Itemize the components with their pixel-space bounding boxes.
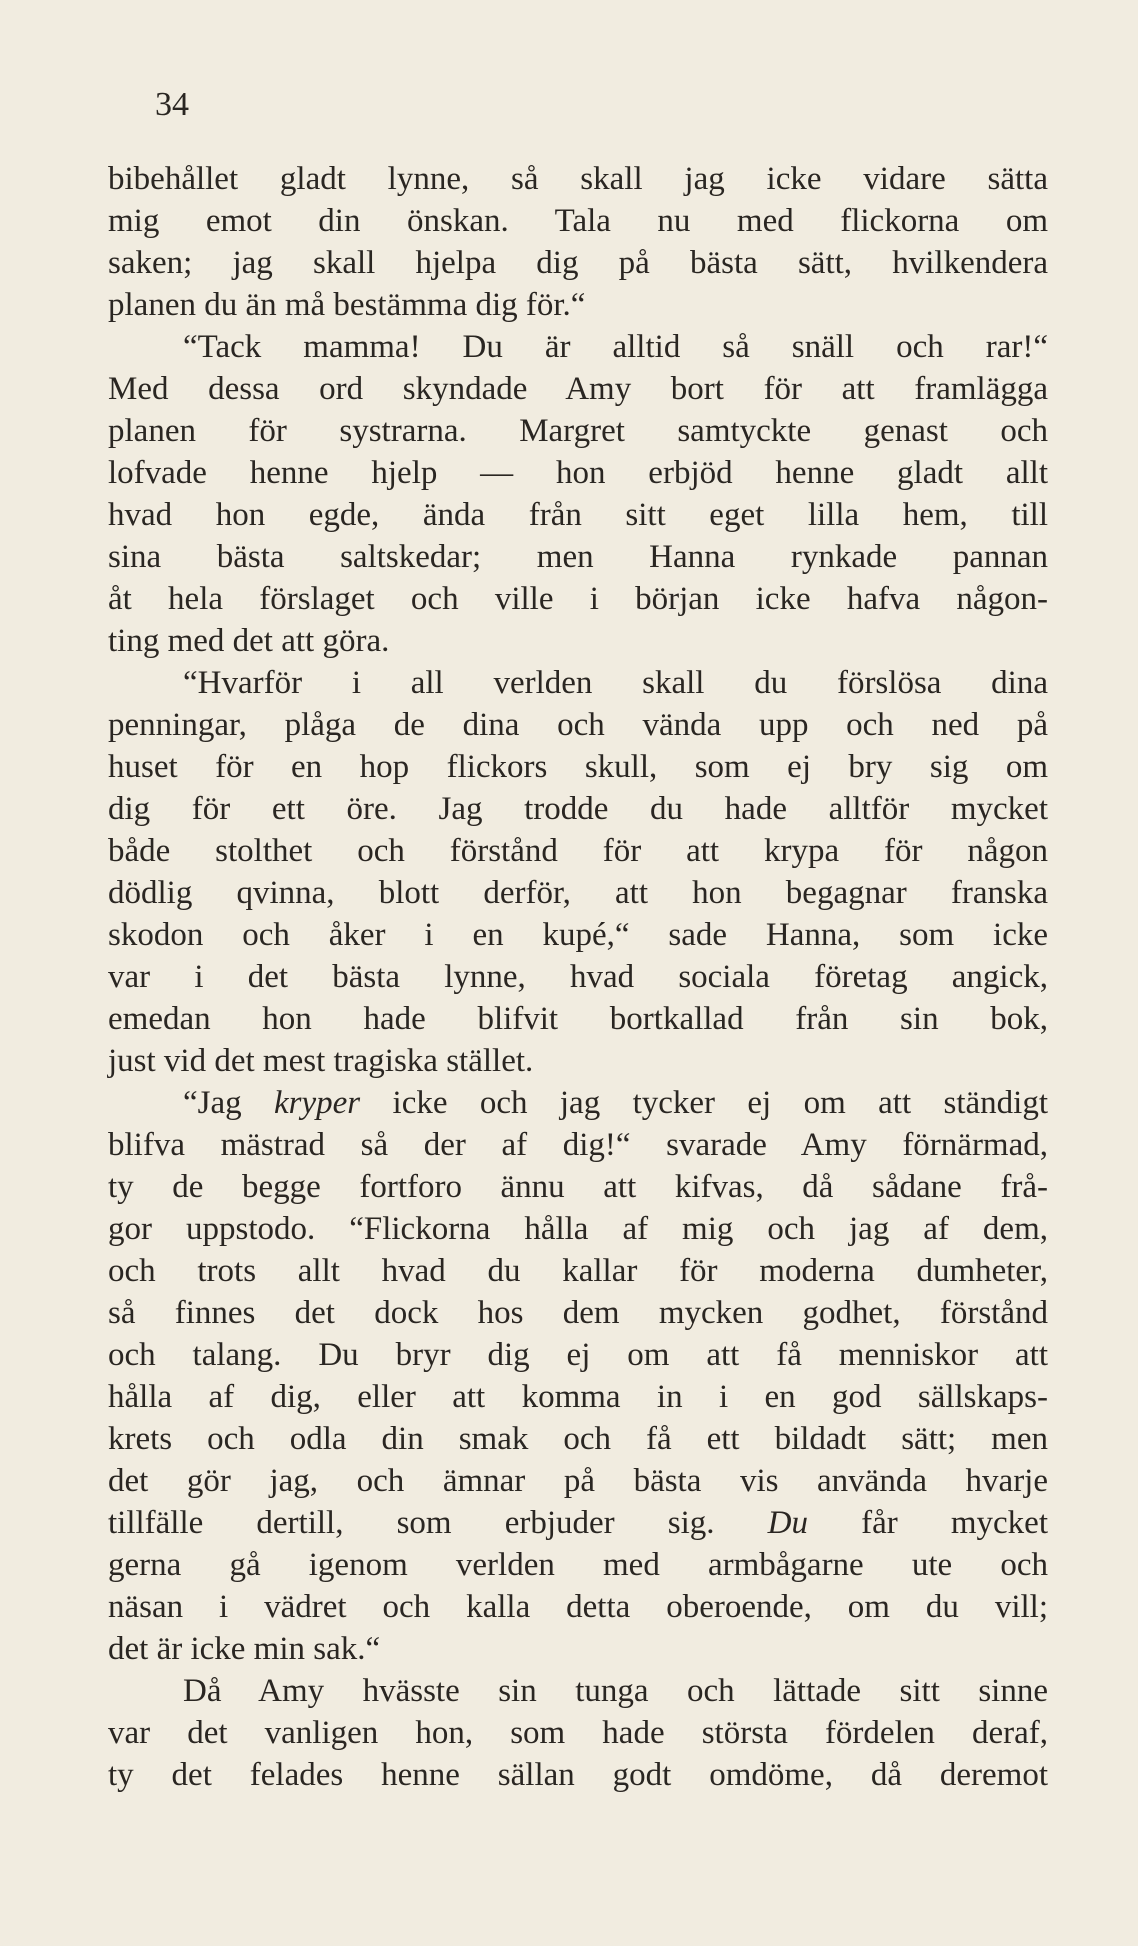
text-line: skodon och åker i en kupé,“ sade Hanna, som icke: [108, 917, 1048, 953]
text-line: det gör jag, och ämnar på bästa vis använda hvarje: [108, 1463, 1048, 1499]
text-line: Med dessa ord skyndade Amy bort för att framlägga: [108, 371, 1048, 407]
text-line: var i det bästa lynne, hvad sociala företag angick,: [108, 959, 1048, 995]
text-line: “Hvarför i all verlden skall du förslösa dina: [183, 665, 1048, 701]
text-line: mig emot din önskan. Tala nu med flickorna om: [108, 203, 1048, 239]
text-line: bibehållet gladt lynne, så skall jag icke vidare sätta: [108, 161, 1048, 197]
text-line: saken; jag skall hjelpa dig på bästa sätt, hvilkendera: [108, 245, 1048, 281]
text-line: emedan hon hade blifvit bortkallad från sin bok,: [108, 1001, 1048, 1037]
text-line: planen för systrarna. Margret samtyckte genast och: [108, 413, 1048, 449]
text-line: ting med det att göra.: [108, 623, 390, 659]
text-line: Då Amy hvässte sin tunga och lättade sitt sinne: [183, 1673, 1048, 1709]
text-line: lofvade henne hjelp — hon erbjöd henne gladt allt: [108, 455, 1048, 491]
text-line: var det vanligen hon, som hade största fördelen deraf,: [108, 1715, 1048, 1751]
text-line: näsan i vädret och kalla detta oberoende, om du vill;: [108, 1589, 1048, 1625]
text-line: huset för en hop flickors skull, som ej bry sig om: [108, 749, 1048, 785]
text-line: “Tack mamma! Du är alltid så snäll och rar!“: [183, 329, 1048, 365]
page-number: 34: [155, 86, 189, 123]
text-line: sina bästa saltskedar; men Hanna rynkade pannan: [108, 539, 1048, 575]
text-line: just vid det mest tragiska stället.: [108, 1043, 534, 1079]
text-line: tillfälle dertill, som erbjuder sig. Du får mycket: [108, 1505, 1048, 1541]
text-line: krets och odla din smak och få ett bildadt sätt; men: [108, 1421, 1048, 1457]
text-line: åt hela förslaget och ville i början icke hafva någon-: [108, 581, 1048, 617]
text-line: och trots allt hvad du kallar för moderna dumheter,: [108, 1253, 1048, 1289]
text-line: både stolthet och förstånd för att krypa för någon: [108, 833, 1048, 869]
body-text: [108, 158, 1048, 1796]
text-line: så finnes det dock hos dem mycken godhet, förstånd: [108, 1295, 1048, 1331]
text-line: dödlig qvinna, blott derför, att hon begagnar franska: [108, 875, 1048, 911]
text-line: “Jag kryper icke och jag tycker ej om att ständigt: [183, 1085, 1048, 1121]
text-line: penningar, plåga de dina och vända upp och ned på: [108, 707, 1048, 743]
text-line: ty det felades henne sällan godt omdöme, då deremot: [108, 1757, 1048, 1793]
text-line: och talang. Du bryr dig ej om att få menniskor att: [108, 1337, 1048, 1373]
text-line: hvad hon egde, ända från sitt eget lilla hem, till: [108, 497, 1048, 533]
text-line: hålla af dig, eller att komma in i en god sällskaps-: [108, 1379, 1048, 1415]
text-line: gerna gå igenom verlden med armbågarne ute och: [108, 1547, 1048, 1583]
text-line: gor uppstodo. “Flickorna hålla af mig och jag af dem,: [108, 1211, 1048, 1247]
text-line: det är icke min sak.“: [108, 1631, 381, 1667]
text-line: planen du än må bestämma dig för.“: [108, 287, 586, 323]
text-line: ty de begge fortforo ännu att kifvas, då sådane frå-: [108, 1169, 1048, 1205]
text-line: blifva mästrad så der af dig!“ svarade Amy förnärmad,: [108, 1127, 1048, 1163]
text-line: dig för ett öre. Jag trodde du hade alltför mycket: [108, 791, 1048, 827]
